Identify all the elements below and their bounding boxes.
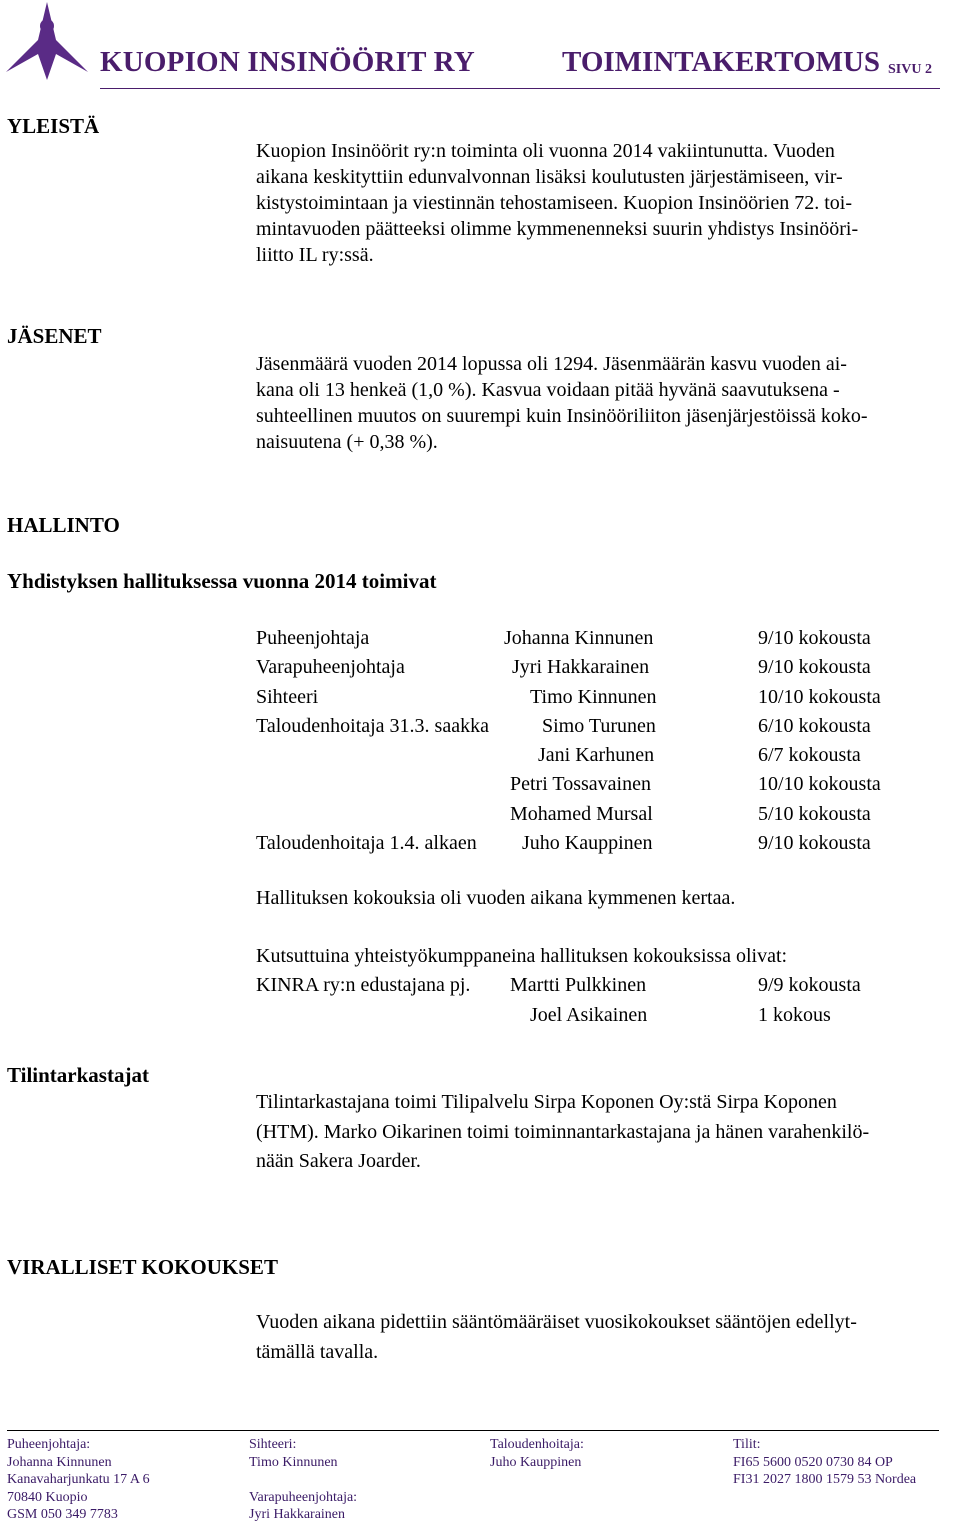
heading-yleista: YLEISTÄ xyxy=(7,114,100,138)
paragraph-tilintarkastajat xyxy=(256,1088,958,1177)
text-line: suhteellinen muutos on suurempi kuin Insinööriliiton jäsenjärjestöissä koko- xyxy=(256,405,868,427)
footer-line: Jyri Hakkarainen xyxy=(249,1507,346,1523)
text-line: nään Sakera Joarder. xyxy=(256,1150,421,1172)
footer-chair xyxy=(7,1436,150,1524)
footer-rule xyxy=(7,1430,939,1431)
heading-viralliset: VIRALLISET KOKOUKSET xyxy=(7,1255,278,1279)
board-attendance: 10/10 kokousta xyxy=(758,686,881,708)
guest-name: Joel Asikainen xyxy=(530,1004,648,1026)
board-attendance: 9/10 kokousta xyxy=(758,656,871,678)
page-number: SIVU 2 xyxy=(888,62,932,77)
meetings-text: Hallituksen kokouksia oli vuoden aikana kymmenen kertaa. xyxy=(256,887,736,909)
footer-line: Puheenjohtaja: xyxy=(7,1437,91,1452)
footer-line: GSM 050 349 7783 xyxy=(7,1507,118,1523)
footer-line: Johanna Kinnunen xyxy=(7,1454,112,1470)
paragraph-yleista xyxy=(256,138,958,268)
subheading-board: Yhdistyksen hallituksessa vuonna 2014 toimivat xyxy=(7,569,437,593)
board-role: Sihteeri xyxy=(256,686,319,708)
text-line: liitto IL ry:ssä. xyxy=(256,244,374,266)
board-attendance: 9/10 kokousta xyxy=(758,627,871,649)
text-line: Kuopion Insinöörit ry:n toiminta oli vuonna 2014 vakiintunutta. Vuoden xyxy=(256,140,835,162)
guest-name: Martti Pulkkinen xyxy=(510,974,647,996)
text-line: kana oli 13 henkeä (1,0 %). Kasvua voidaan pitää hyvänä saavutuksena - xyxy=(256,379,840,401)
footer-treasurer xyxy=(490,1436,584,1471)
header-rule xyxy=(100,88,940,89)
footer-line: Tilit: xyxy=(733,1437,761,1452)
footer-line: Timo Kinnunen xyxy=(249,1454,338,1470)
board-attendance: 9/10 kokousta xyxy=(758,832,871,854)
board-attendance: 10/10 kokousta xyxy=(758,773,881,795)
board-name: Johanna Kinnunen xyxy=(504,627,654,649)
heading-hallinto: HALLINTO xyxy=(7,513,120,537)
text-line: kistystoimintaan ja viestinnän tehostamiseen. Kuopion Insinöörien 72. toi- xyxy=(256,192,853,214)
footer-line: Juho Kauppinen xyxy=(490,1454,582,1470)
board-attendance: 6/10 kokousta xyxy=(758,715,871,737)
board-name: Simo Turunen xyxy=(542,715,656,737)
paragraph-jasenet xyxy=(256,351,958,455)
footer-line: FI65 5600 0520 0730 84 OP xyxy=(733,1454,893,1470)
guest-attendance: 9/9 kokousta xyxy=(758,974,861,996)
footer-line: Sihteeri: xyxy=(249,1437,297,1452)
footer-line: Varapuheenjohtaja: xyxy=(249,1489,358,1505)
text-line: (HTM). Marko Oikarinen toimi toiminnantarkastajana ja hänen varahenkilö- xyxy=(256,1120,870,1143)
board-role: Puheenjohtaja xyxy=(256,627,370,649)
board-attendance: 5/10 kokousta xyxy=(758,803,871,825)
footer-line: 70840 Kuopio xyxy=(7,1489,88,1505)
board-name: Petri Tossavainen xyxy=(510,773,651,795)
doc-title: TOIMINTAKERTOMUS xyxy=(562,46,881,78)
guest-attendance: 1 kokous xyxy=(758,1004,831,1026)
board-name: Jyri Hakkarainen xyxy=(512,656,650,678)
footer-line xyxy=(249,1471,357,1489)
board-name: Juho Kauppinen xyxy=(522,832,653,854)
board-attendance: 6/7 kokousta xyxy=(758,744,861,766)
board-name: Mohamed Mursal xyxy=(510,803,653,825)
text-line: Jäsenmäärä vuoden 2014 lopussa oli 1294. Jäsenmäärän kasvu vuoden ai- xyxy=(256,353,847,375)
board-role: Taloudenhoitaja 1.4. alkaen xyxy=(256,832,477,854)
guests-intro: Kutsuttuina yhteistyökumppaneina hallituksen kokouksissa olivat: xyxy=(256,945,788,967)
footer-secretary xyxy=(249,1436,357,1524)
footer-line: Kanavaharjunkatu 17 A 6 xyxy=(7,1472,150,1488)
paragraph-viralliset xyxy=(256,1308,958,1367)
board-name: Jani Karhunen xyxy=(538,744,655,766)
footer-accounts xyxy=(733,1436,916,1489)
heading-jasenet: JÄSENET xyxy=(7,324,102,348)
board-role: Taloudenhoitaja 31.3. saakka xyxy=(256,715,489,737)
text-line: naisuutena (+ 0,38 %). xyxy=(256,431,438,453)
text-line: mintavuoden päätteeksi olimme kymmenenneksi suurin yhdistys Insinööri- xyxy=(256,218,859,240)
heading-tilintarkastajat: Tilintarkastajat xyxy=(7,1063,149,1087)
text-line: tämällä tavalla. xyxy=(256,1340,379,1363)
guest-role: KINRA ry:n edustajana pj. xyxy=(256,974,471,996)
footer-line: FI31 2027 1800 1579 53 Nordea xyxy=(733,1472,917,1488)
text-line: Tilintarkastajana toimi Tilipalvelu Sirpa Koponen Oy:stä Sirpa Koponen xyxy=(256,1091,837,1113)
text-line: Vuoden aikana pidettiin sääntömääräiset vuosikokoukset sääntöjen edellyt- xyxy=(256,1311,857,1333)
star-logo-icon xyxy=(4,2,90,80)
board-role: Varapuheenjohtaja xyxy=(256,656,405,678)
org-title: KUOPION INSINÖÖRIT RY xyxy=(100,46,475,78)
text-line: aikana keskityttiin edunvalvonnan lisäksi koulutusten järjestämiseen, vir- xyxy=(256,166,843,188)
board-name: Timo Kinnunen xyxy=(530,686,657,708)
footer-line: Taloudenhoitaja: xyxy=(490,1437,584,1452)
